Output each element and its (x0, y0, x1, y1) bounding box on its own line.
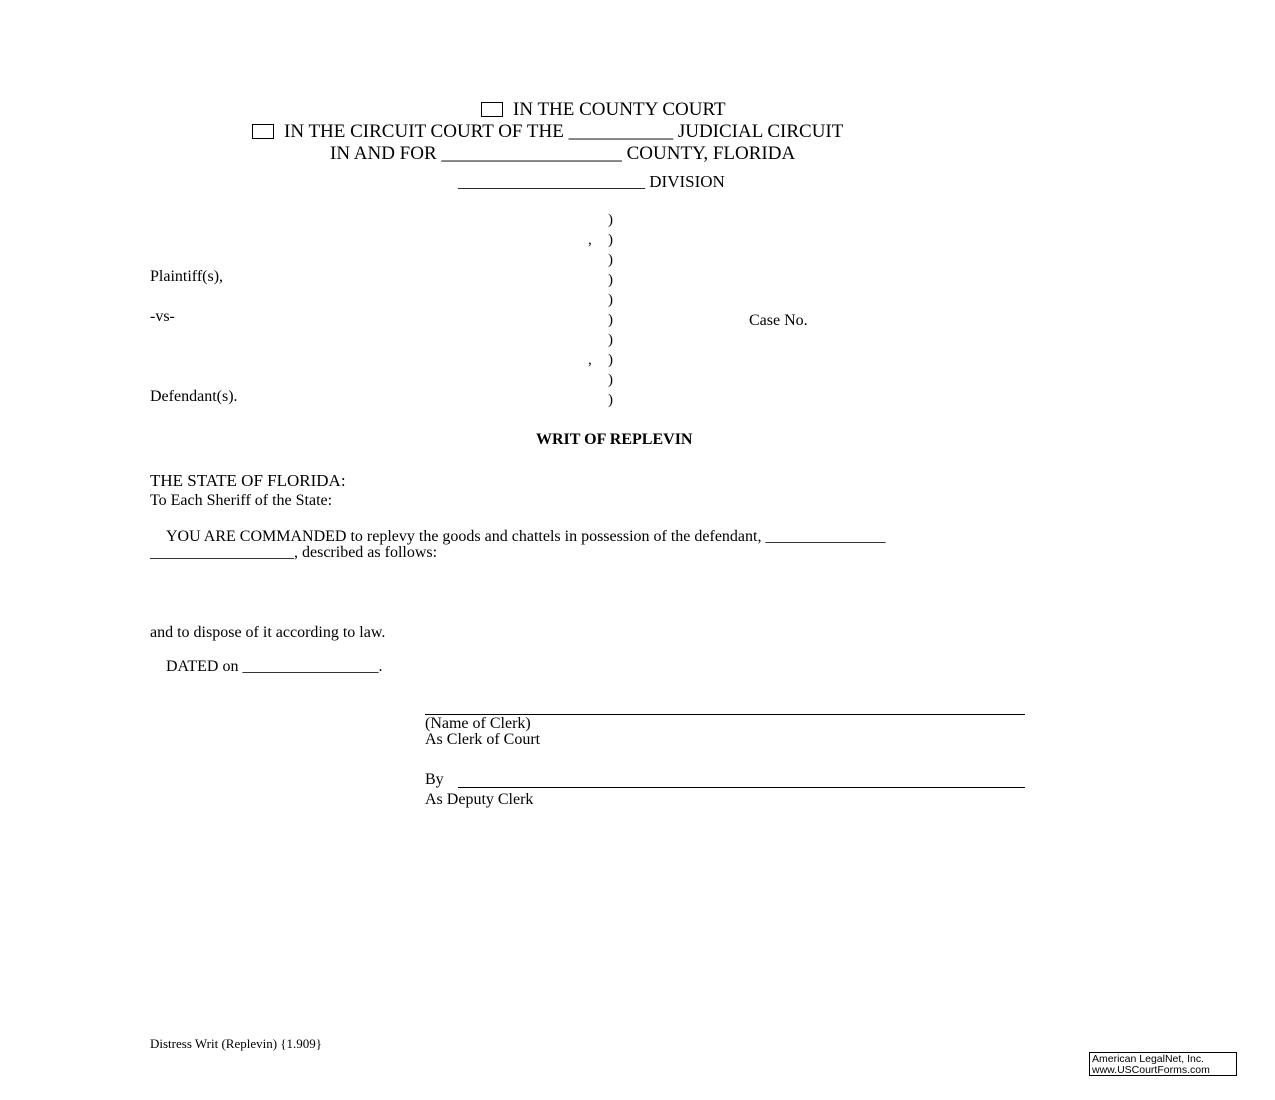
name-of-clerk: (Name of Clerk) (425, 715, 531, 732)
circuit-court-checkbox[interactable] (252, 124, 274, 139)
county-court-checkbox[interactable] (481, 102, 503, 117)
caption-paren: ) (608, 292, 613, 308)
state-of-florida: THE STATE OF FLORIDA: (150, 471, 346, 490)
plaintiff-label: Plaintiff(s), (150, 268, 224, 285)
as-clerk-of-court: As Clerk of Court (425, 731, 541, 748)
document-title: WRIT OF REPLEVIN (536, 431, 693, 448)
division-line: ______________________ DIVISION (458, 172, 725, 191)
caption-paren: ) (608, 232, 613, 248)
dated-line: DATED on _________________. (166, 658, 383, 675)
caption-comma: , (588, 352, 592, 368)
county-court-label: IN THE COUNTY COURT (513, 99, 726, 120)
by-label: By (425, 771, 444, 788)
deputy-signature-line[interactable] (458, 787, 1025, 788)
circuit-court-line (252, 122, 843, 141)
as-deputy-clerk: As Deputy Clerk (425, 791, 534, 808)
caption-comma: , (588, 232, 592, 248)
caption-paren: ) (608, 392, 613, 408)
circuit-court-label: IN THE CIRCUIT COURT OF THE ___________ JUDICIAL CIRCUIT (284, 121, 844, 142)
command-line-1: YOU ARE COMMANDED to replevy the goods and chattels in possession of the defendant, _______________ (166, 528, 886, 545)
defendant-label: Defendant(s). (150, 388, 238, 405)
publisher-badge (1089, 1052, 1237, 1076)
dispose-line: and to dispose of it according to law. (150, 624, 386, 641)
form-id: Distress Writ (Replevin) {1.909} (150, 1036, 323, 1051)
command-line-2: __________________, described as follows: (150, 544, 438, 561)
to-each-sheriff: To Each Sheriff of the State: (150, 492, 333, 509)
caption-paren: ) (608, 252, 613, 268)
caption-paren: ) (608, 312, 613, 328)
case-no-label: Case No. (749, 312, 808, 329)
caption-paren: ) (608, 352, 613, 368)
caption-paren: ) (608, 272, 613, 288)
in-and-for-line: IN AND FOR ___________________ COUNTY, FLORIDA (330, 143, 796, 164)
caption-paren: ) (608, 332, 613, 348)
publisher-url: www.USCourtForms.com (1092, 1063, 1210, 1076)
publisher-name: American LegalNet, Inc. (1092, 1053, 1205, 1065)
vs-label: -vs- (150, 308, 175, 325)
caption-paren: ) (608, 372, 613, 388)
county-court-line (481, 100, 726, 119)
caption-paren: ) (608, 212, 613, 228)
